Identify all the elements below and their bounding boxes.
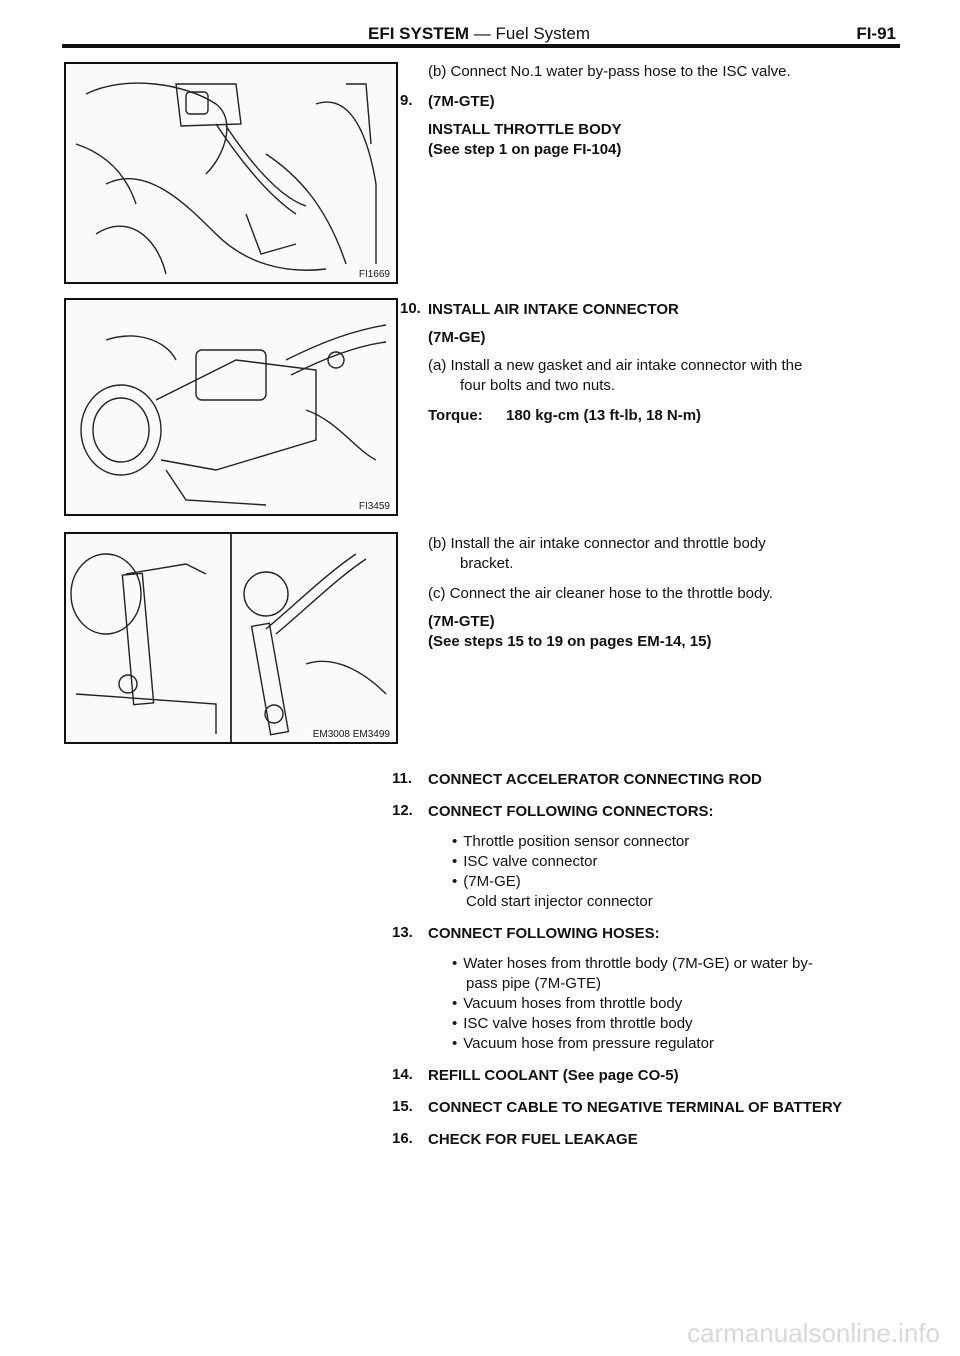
step-number: 15.	[392, 1098, 413, 1115]
list-item: • (7M-GE)	[452, 872, 521, 892]
step-14-title: REFILL COOLANT (See page CO-5)	[428, 1067, 679, 1084]
torque-label: Torque:	[428, 407, 483, 424]
step-number: 10.	[400, 300, 421, 317]
list-item: • Water hoses from throttle body (7M-GE) or water by-	[452, 954, 813, 974]
step-number: 13.	[392, 924, 413, 941]
step-16-title: CHECK FOR FUEL LEAKAGE	[428, 1131, 638, 1148]
step-number: 14.	[392, 1066, 413, 1083]
section-title: EFI SYSTEM — Fuel System	[368, 24, 590, 43]
step-number: 9.	[400, 92, 413, 109]
list-item: • Throttle position sensor connector	[452, 832, 689, 852]
figure-code: FI1669	[358, 269, 390, 280]
list-item: • Vacuum hoses from throttle body	[452, 994, 682, 1014]
step-number: 16.	[392, 1130, 413, 1147]
step-15-title: CONNECT CABLE TO NEGATIVE TERMINAL OF BATTERY	[428, 1099, 843, 1116]
step-13-title: CONNECT FOLLOWING HOSES:	[428, 925, 660, 942]
step-12-title: CONNECT FOLLOWING CONNECTORS:	[428, 803, 714, 820]
watermark: carmanualsonline.info	[687, 1318, 940, 1348]
page-number: FI-91	[856, 24, 896, 43]
figure-code: FI3459	[358, 501, 390, 512]
step-10-reference: (See steps 15 to 19 on pages EM-14, 15)	[428, 633, 712, 650]
list-item-continuation: pass pipe (7M-GTE)	[466, 975, 602, 992]
step-number: 11.	[392, 770, 413, 787]
torque-value: 180 kg-cm (13 ft-lb, 18 N-m)	[506, 407, 702, 424]
figure-air-intake-connector	[64, 298, 398, 516]
list-item-continuation: Cold start injector connector	[466, 893, 653, 910]
step-10a-line1: (a) Install a new gasket and air intake connector with the	[428, 357, 803, 374]
step-number: 12.	[392, 802, 413, 819]
step-9-model: (7M-GTE)	[428, 93, 495, 110]
list-item: • ISC valve connector	[452, 852, 598, 872]
list-item: • ISC valve hoses from throttle body	[452, 1014, 693, 1034]
step-11-title: CONNECT ACCELERATOR CONNECTING ROD	[428, 771, 762, 788]
page-header	[62, 20, 900, 48]
step-10-model-gte: (7M-GTE)	[428, 613, 495, 630]
figure-code: EM3008 EM3499	[312, 729, 390, 740]
figure-throttle-body-bracket	[64, 532, 398, 744]
step-9-reference: (See step 1 on page FI-104)	[428, 141, 622, 158]
step-10-model: (7M-GE)	[428, 329, 486, 346]
list-item: • Vacuum hose from pressure regulator	[452, 1034, 714, 1054]
step-10a-line2: four bolts and two nuts.	[460, 377, 616, 394]
figure-isc-valve-hose	[64, 62, 398, 284]
step-9-title: INSTALL THROTTLE BODY	[428, 121, 622, 138]
step-10b-line1: (b) Install the air intake connector and throttle body	[428, 535, 766, 552]
step-10b-line2: bracket.	[460, 555, 514, 572]
step-8b-text: (b) Connect No.1 water by-pass hose to the ISC valve.	[428, 63, 791, 80]
step-10c-line: (c) Connect the air cleaner hose to the throttle body.	[428, 585, 773, 602]
step-10-title: INSTALL AIR INTAKE CONNECTOR	[428, 301, 679, 318]
